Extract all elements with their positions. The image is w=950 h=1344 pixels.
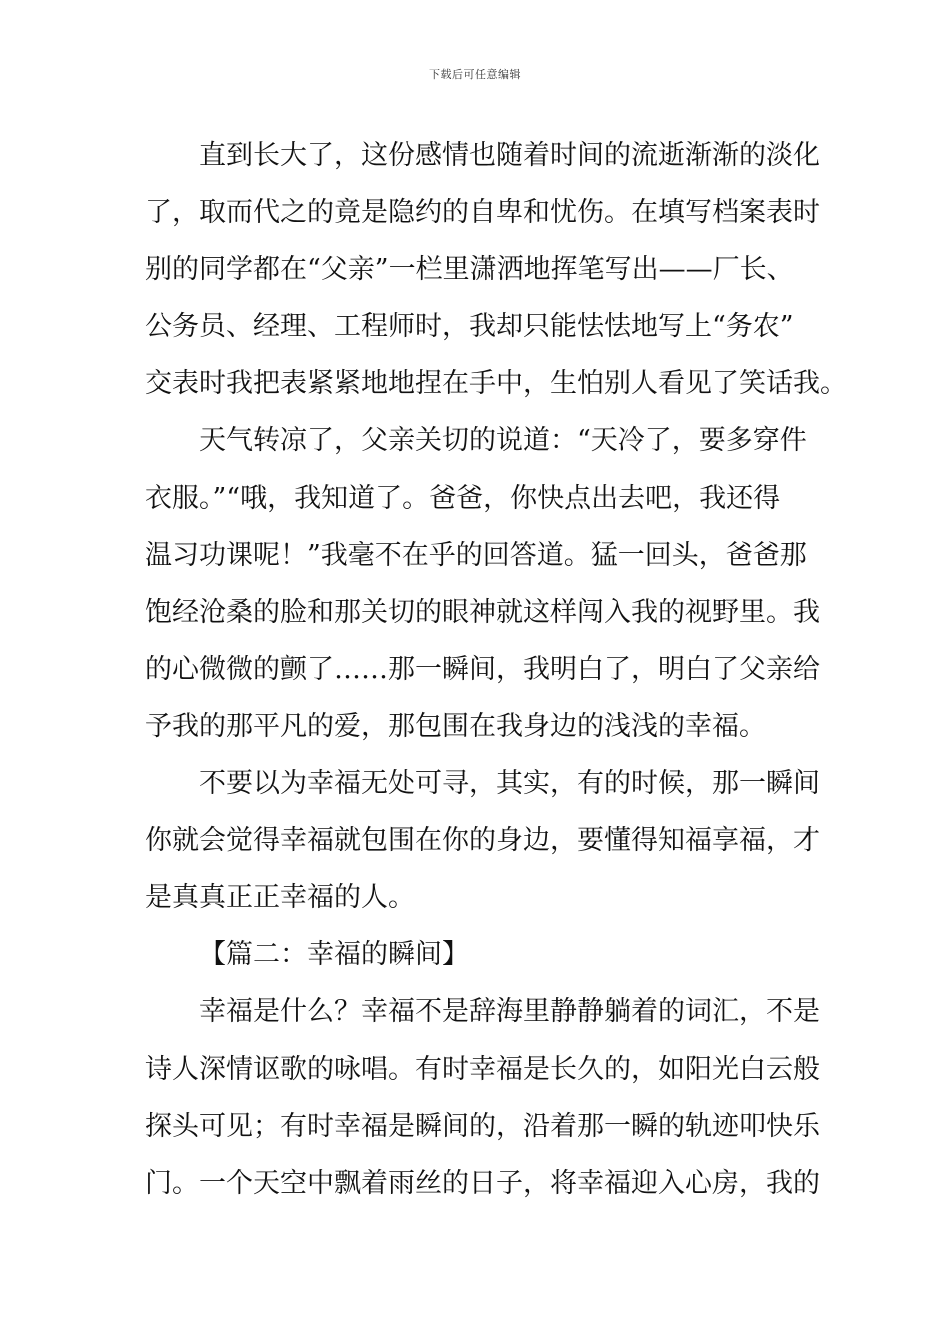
text-line: 幸福是什么？幸福不是辞海里静静躺着的词汇，不是: [199, 996, 820, 1028]
text-line: 予我的那平凡的爱，那包围在我身边的浅浅的幸福。: [145, 710, 766, 742]
text-line: 衣服。”“哦，我知道了。爸爸，你快点出去吧，我还得: [145, 482, 781, 514]
text-line: 不要以为幸福无处可寻，其实，有的时候，那一瞬间: [199, 768, 820, 800]
text-line: 公务员、经理、工程师时，我却只能怯怯地写上“务农”: [145, 311, 794, 343]
text-line: 饱经沧桑的脸和那关切的眼神就这样闯入我的视野里。我: [145, 596, 820, 628]
text-line: 天气转凉了，父亲关切的说道：“天冷了，要多穿件: [199, 425, 807, 457]
text-line: 探头可见；有时幸福是瞬间的，沿着那一瞬的轨迹叩快乐: [145, 1110, 820, 1142]
text-line: 别的同学都在“父亲”一栏里潇洒地挥笔写出——厂长、: [145, 254, 794, 286]
text-line: 是真真正正幸福的人。: [145, 882, 415, 914]
text-line: 直到长大了，这份感情也随着时间的流逝渐渐的淡化: [199, 140, 820, 171]
text-line: 诗人深情讴歌的咏唱。有时幸福是长久的，如阳光白云般: [145, 1053, 820, 1085]
text-line: 温习功课呢！”我毫不在乎的回答道。猛一回头，爸爸那: [145, 539, 807, 571]
document-body: [145, 127, 847, 1212]
text-line: 的心微微的颤了……那一瞬间，我明白了，明白了父亲给: [145, 653, 820, 685]
text-line: 你就会觉得幸福就包围在你的身边，要懂得知福享福，才: [145, 825, 820, 857]
text-line: 门。一个天空中飘着雨丝的日子，将幸福迎入心房，我的: [145, 1167, 820, 1199]
page-header-note: 下载后可任意编辑: [429, 68, 521, 81]
section-heading: 【篇二：幸福的瞬间】: [199, 939, 469, 971]
text-line: 了，取而代之的竟是隐约的自卑和忧伤。在填写档案表时: [145, 197, 820, 229]
text-line: 交表时我把表紧紧地地捏在手中，生怕别人看见了笑话我。: [145, 368, 847, 400]
